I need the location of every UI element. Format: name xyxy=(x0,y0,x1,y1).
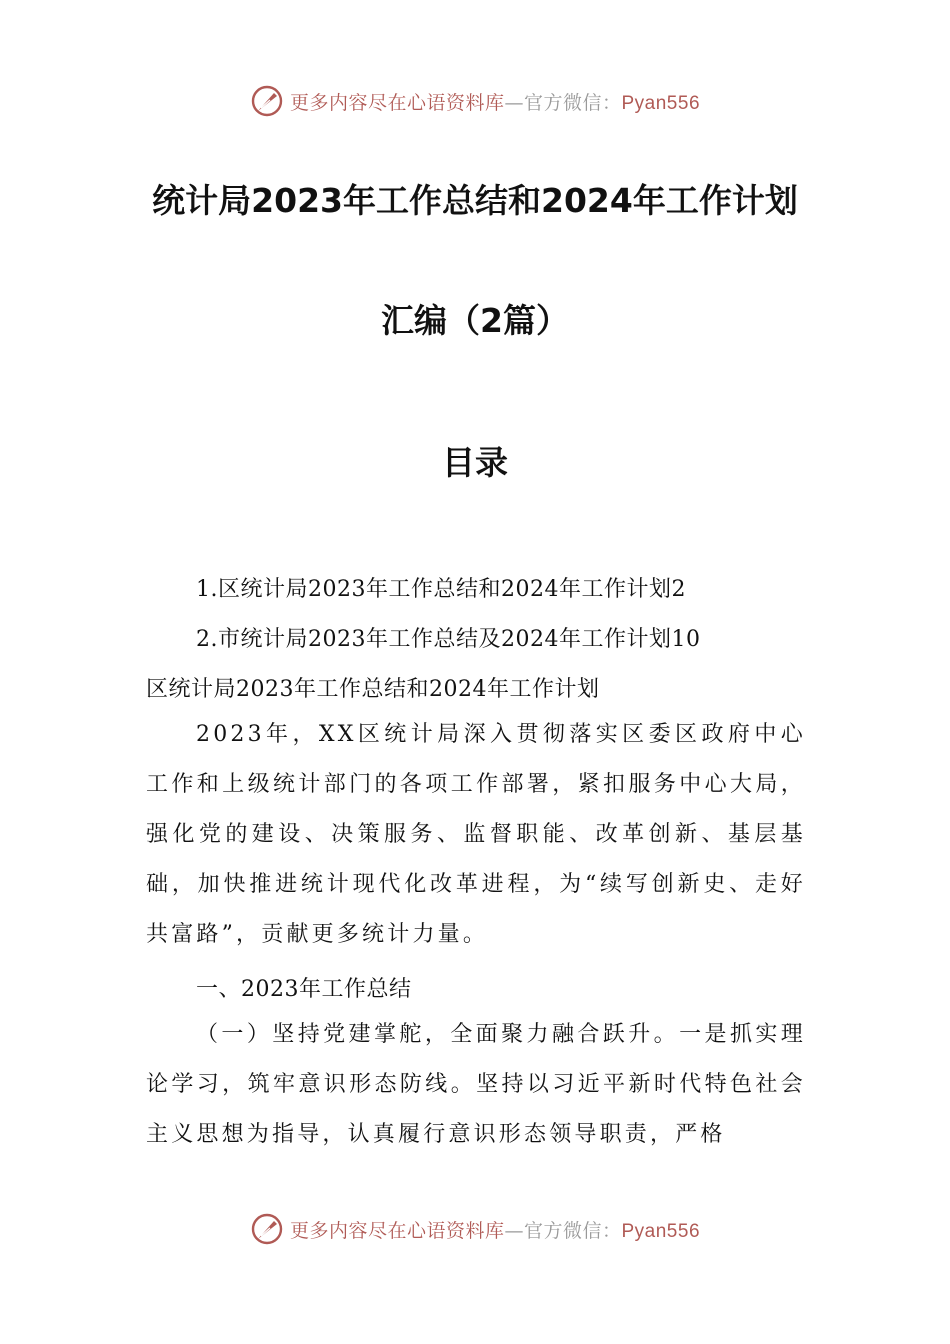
watermark-text: 更多内容尽在心语资料库—官方微信：Pyan556 xyxy=(289,91,701,114)
document-title-line2: 汇编（2篇） xyxy=(381,301,569,340)
feather-pen-seal-icon xyxy=(250,84,284,118)
heading-summary: 一、2023年工作总结 xyxy=(196,977,412,1002)
footer-watermark xyxy=(0,1212,950,1246)
feather-pen-seal-icon xyxy=(250,1212,284,1246)
header-watermark xyxy=(0,84,950,118)
document-title-line1: 统计局2023年工作总结和2024年工作计划 xyxy=(152,181,798,220)
paragraph-intro: 2023年，XX区统计局深入贯彻落实区委区政府中心工作和上级统计部门的各项工作部署，紧扣服务中心大局，强化党的建设、决策服务、监督职能、改革创新、基层基础，加快推进统计现代化改革进程，为“续写创新史、走好共富路”，贡献更多统计力量。 xyxy=(146,722,806,947)
watermark-text: 更多内容尽在心语资料库—官方微信：Pyan556 xyxy=(289,1219,701,1242)
toc-item-1: 1.区统计局2023年工作总结和2024年工作计划2 xyxy=(196,577,686,602)
toc-heading: 目录 xyxy=(442,443,508,482)
section-title: 区统计局2023年工作总结和2024年工作计划 xyxy=(146,677,600,702)
paragraph-party-building: （一）坚持党建掌舵，全面聚力融合跃升。一是抓实理论学习，筑牢意识形态防线。坚持以习近平新时代特色社会主义思想为指导，认真履行意识形态领导职责，严格 xyxy=(146,1022,806,1147)
toc-item-2: 2.市统计局2023年工作总结及2024年工作计划10 xyxy=(196,627,701,652)
